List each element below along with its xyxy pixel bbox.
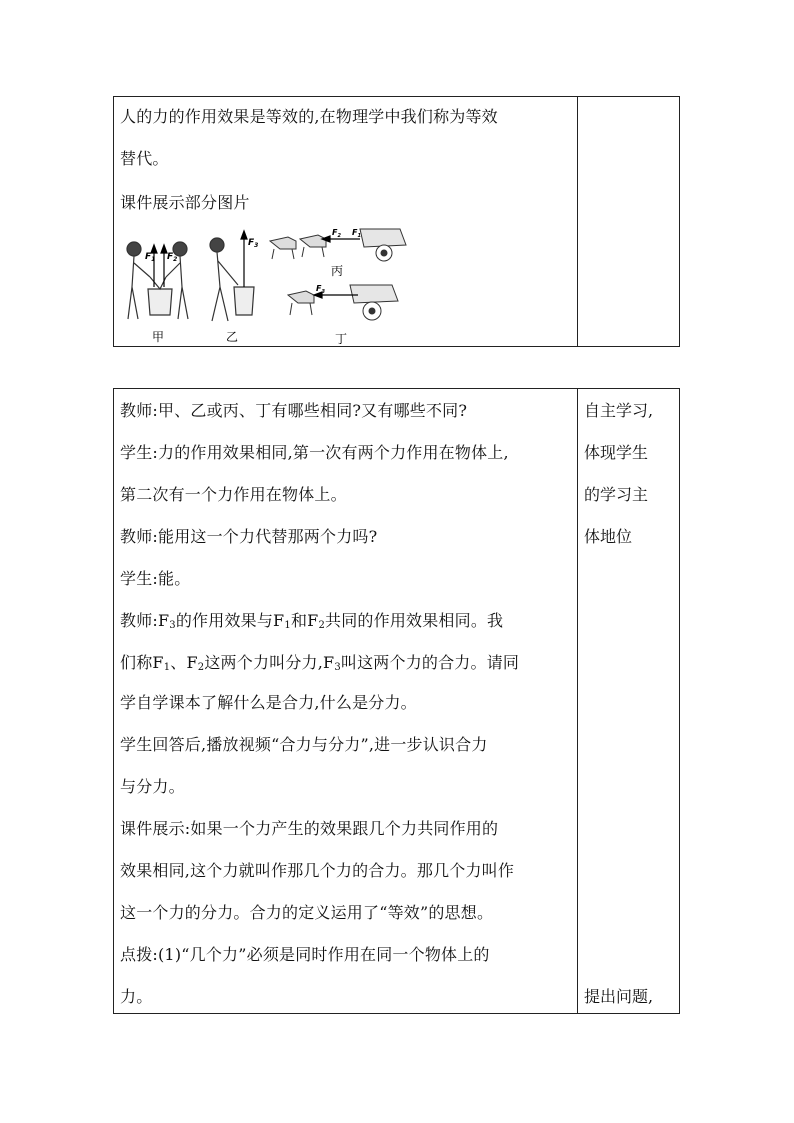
text-line: 点拨:(1)“几个力”必须是同时作用在同一个物体上的 [120,945,490,964]
force-arrow-f1 [151,245,157,287]
text-line: 替代。 [120,149,169,168]
column-divider [577,389,578,1013]
text-line: 第二次有一个力作用在物体上。 [120,485,347,504]
label-f3: $F_3$ [248,238,259,249]
text-line: 学生:能。 [120,569,191,588]
svg-text:F3: $F_3$ [316,284,325,295]
label-jia: 甲 [152,330,165,344]
svg-text:F1: $F_1$ [352,228,361,239]
label-f1: $F_1$ [145,252,156,263]
side-note-line: 体地位 [584,527,633,546]
text-line: 人的力的作用效果是等效的,在物理学中我们称为等效 [120,107,498,126]
text-line: 教师:能用这一个力代替那两个力吗? [120,527,378,546]
text-line: 教师:甲、乙或丙、丁有哪些相同?又有哪些不同? [120,401,468,420]
text-line: 力。 [120,987,153,1006]
side-note-line: 的学习主 [584,485,649,504]
text-line: 效果相同,这个力就叫作那几个力的合力。那几个力叫作 [120,861,515,880]
text-line: 这一个力的分力。合力的定义运用了“等效”的思想。 [120,903,494,922]
text-line: 课件展示:如果一个力产生的效果跟几个力共同作用的 [120,819,499,838]
side-note-line: 自主学习, [584,401,654,420]
figure-yi [210,238,254,321]
svg-text:F2: $F_2$ [332,228,341,239]
text-line: 课件展示部分图片 [120,193,250,212]
column-divider [577,97,578,346]
figure-ding [288,285,398,320]
force-arrow-f3 [241,231,247,287]
side-note-line: 提出问题, [584,987,654,1006]
label-f2: $F_2$ [167,252,178,263]
label-yi: 乙 [226,330,239,344]
side-note-line: 体现学生 [584,443,649,462]
label-bing: 丙 [331,264,344,278]
text-line: 与分力。 [120,777,185,796]
force-illustration [120,227,420,345]
label-ding: 丁 [335,332,348,345]
table-top [113,96,680,347]
text-line: 学生:力的作用效果相同,第一次有两个力作用在物体上, [120,443,509,462]
text-line-formula: 们称$F_1$、$F_2$这两个力叫分力$,F_3$叫这两个力的合力。请同 [120,653,520,673]
text-line-formula: 教师$:F_3$的作用效果与$F_1$和$F_2$共同的作用效果相同。我 [120,611,504,631]
text-line: 学自学课本了解什么是合力,什么是分力。 [120,693,417,712]
text-line: 学生回答后,播放视频“合力与分力”,进一步认识合力 [120,735,488,754]
table-bottom [113,388,680,1014]
